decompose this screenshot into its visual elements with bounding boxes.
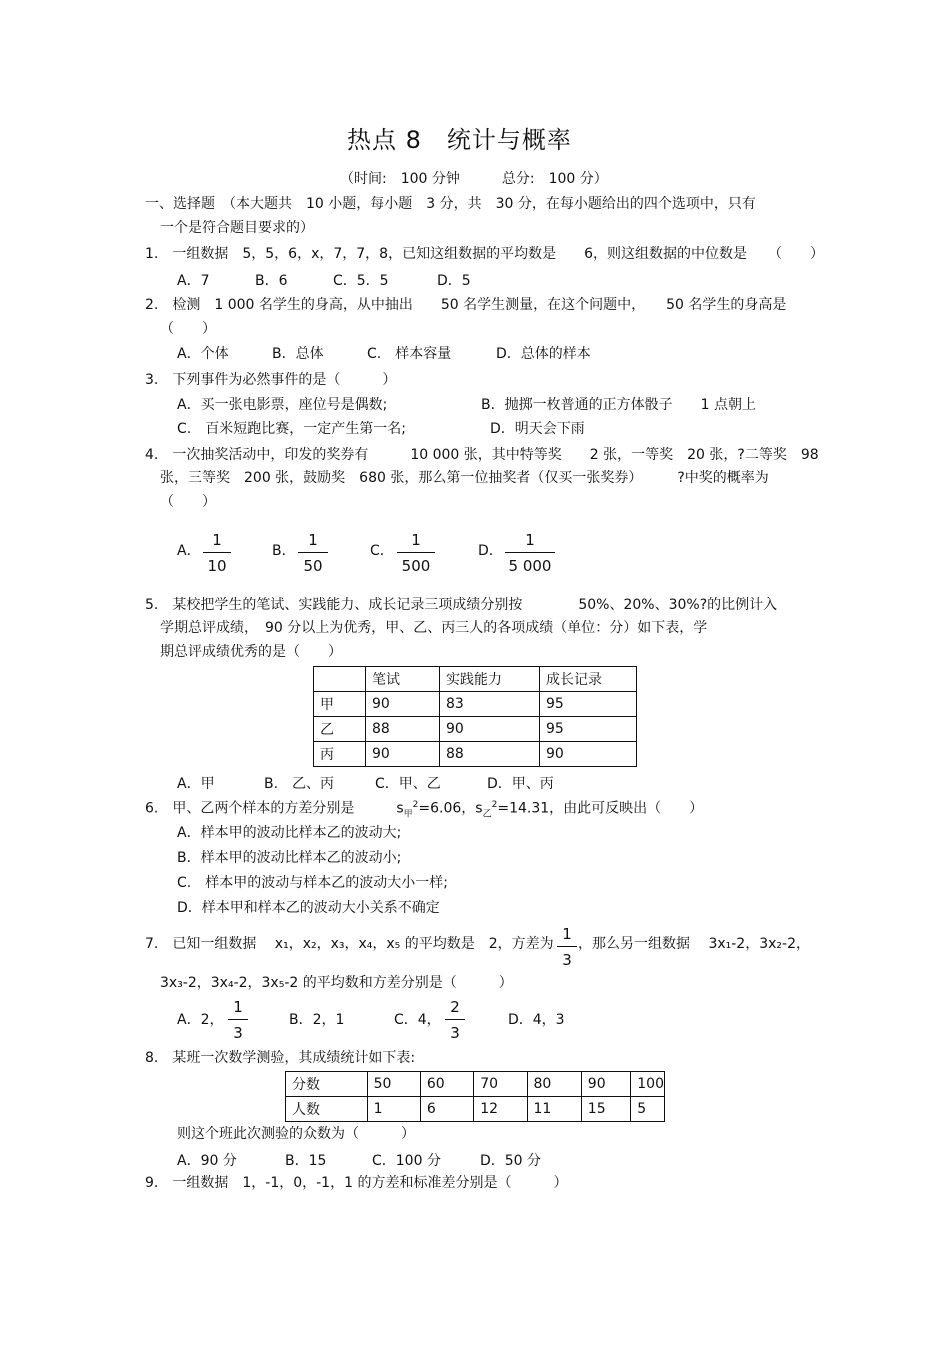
table-cell: 83 bbox=[440, 692, 540, 717]
q6-sup-1: 2 bbox=[412, 800, 419, 810]
q8-option-c: C．100 分 bbox=[372, 1153, 441, 1169]
table-cell: 12 bbox=[474, 1097, 527, 1122]
q4-option-a-numerator: 1 bbox=[203, 531, 231, 553]
table-cell: 88 bbox=[366, 717, 440, 742]
q7-variance-fraction bbox=[557, 925, 577, 969]
q6-stem bbox=[145, 801, 703, 819]
section-heading: 一、选择题 （本大题共 10 小题，每小题 3 分，共 30 分，在每小题给出的四个选项中，只有 bbox=[145, 196, 756, 212]
table-row bbox=[314, 692, 637, 717]
q4-option-b-fraction bbox=[298, 531, 328, 575]
table-cell: 甲 bbox=[314, 692, 366, 717]
q6-sup-2: 2 bbox=[491, 800, 498, 810]
q7-option-b: B．2，1 bbox=[289, 1012, 345, 1028]
q2-stem-cont: （ ） bbox=[160, 321, 216, 337]
q3-stem: 3. 下列事件为必然事件的是（ ） bbox=[145, 372, 397, 388]
table-row bbox=[314, 742, 637, 767]
q6-stem-end: =14.31，由此可反映出（ ） bbox=[497, 800, 704, 817]
q8-option-b: B．15 bbox=[285, 1153, 327, 1169]
table-cell: 100 bbox=[631, 1072, 665, 1097]
q1-option-a: A．7 bbox=[177, 273, 210, 289]
q8-option-d: D．50 分 bbox=[480, 1153, 542, 1169]
q7-option-a-denominator: 3 bbox=[233, 1024, 243, 1042]
q3-option-a: A．买一张电影票，座位号是偶数; bbox=[177, 397, 388, 413]
q1-stem: 1. 一组数据 5，5，6，x，7，7，8，已知这组数据的平均数是 6，则这组数据的中位数是 （ ） bbox=[145, 246, 824, 262]
time-info: （时间: 100 分钟 总分: 100 分） bbox=[340, 171, 608, 187]
q5-stem: 5. 某校把学生的笔试、实践能力、成长记录三项成绩分别按 50%、20%、30%?的比例计入 bbox=[145, 597, 778, 613]
table-cell: 1 bbox=[367, 1097, 420, 1122]
q6-stem-start: 6. 甲、乙两个样本的方差分别是 s bbox=[145, 800, 404, 817]
q2-option-a: A．个体 bbox=[177, 346, 229, 362]
q7-option-a-fraction bbox=[228, 998, 248, 1042]
q7-stem-cont: 3x₃-2，3x₄-2，3x₅-2 的平均数和方差分别是（ ） bbox=[160, 975, 513, 991]
table-cell: 60 bbox=[420, 1072, 473, 1097]
q2-option-c: C. 样本容量 bbox=[367, 346, 452, 362]
q7-option-d: D．4，3 bbox=[508, 1012, 565, 1028]
q1-option-c: C．5．5 bbox=[333, 273, 389, 289]
table-cell: 11 bbox=[527, 1097, 581, 1122]
q4-option-c-numerator: 1 bbox=[397, 531, 435, 553]
q7-option-c-denominator: 3 bbox=[450, 1024, 460, 1042]
table-cell: 分数 bbox=[286, 1072, 368, 1097]
table-cell: 90 bbox=[540, 742, 637, 767]
q4-option-d-denominator: 5 000 bbox=[508, 557, 552, 575]
table-cell: 50 bbox=[367, 1072, 420, 1097]
q3-option-b: B．抛掷一枚普通的正方体骰子 1 点朝上 bbox=[481, 397, 756, 413]
q4-stem-cont2: （ ） bbox=[160, 494, 216, 510]
q4-option-b-label: B． bbox=[272, 543, 296, 559]
q4-stem: 4. 一次抽奖活动中，印发的奖券有 10 000 张，其中特等奖 2 张，一等奖 20 张，?二等奖 98 bbox=[145, 447, 819, 463]
table-cell: 乙 bbox=[314, 717, 366, 742]
q8-option-a: A．90 分 bbox=[177, 1153, 237, 1169]
table-cell: 70 bbox=[474, 1072, 527, 1097]
table-cell: 90 bbox=[440, 717, 540, 742]
q4-option-a-label: A． bbox=[177, 543, 201, 559]
q4-option-d-numerator: 1 bbox=[505, 531, 555, 553]
q7-option-a-label: A．2， bbox=[177, 1012, 224, 1028]
q4-option-c-label: C． bbox=[370, 543, 394, 559]
table-cell: 90 bbox=[581, 1072, 630, 1097]
table-cell: 实践能力 bbox=[440, 667, 540, 692]
page-title: 热点 8 统计与概率 bbox=[347, 126, 572, 154]
table-row bbox=[286, 1097, 665, 1122]
q6-option-d: D．样本甲和样本乙的波动大小关系不确定 bbox=[177, 900, 440, 916]
table-row bbox=[286, 1072, 665, 1097]
q4-option-d-fraction bbox=[505, 531, 555, 575]
q1-option-d: D．5 bbox=[437, 273, 471, 289]
q5-option-b: B. 乙、丙 bbox=[264, 776, 335, 792]
q8-stem: 8. 某班一次数学测验，其成绩统计如下表: bbox=[145, 1050, 416, 1066]
q4-option-a-fraction bbox=[203, 531, 231, 575]
table-cell: 95 bbox=[540, 692, 637, 717]
q6-sub-yi: 乙 bbox=[482, 809, 492, 820]
table-cell: 丙 bbox=[314, 742, 366, 767]
q6-stem-mid: =6.06，s bbox=[418, 800, 483, 817]
q4-option-c-denominator: 500 bbox=[401, 557, 431, 575]
q4-option-b-denominator: 50 bbox=[303, 557, 323, 575]
table-cell bbox=[314, 667, 366, 692]
q6-sub-jia: 甲 bbox=[403, 809, 413, 820]
table-cell: 6 bbox=[420, 1097, 473, 1122]
q4-stem-cont: 张，三等奖 200 张，鼓励奖 680 张，那么第一位抽奖者（仅买一张奖券） ?中奖的概率为 bbox=[160, 470, 769, 486]
q5-option-a: A．甲 bbox=[177, 776, 215, 792]
table-cell: 笔试 bbox=[366, 667, 440, 692]
q1-option-b: B．6 bbox=[255, 273, 288, 289]
q7-option-c-numerator: 2 bbox=[445, 998, 465, 1020]
table-cell: 15 bbox=[581, 1097, 630, 1122]
q2-option-d: D．总体的样本 bbox=[496, 346, 591, 362]
table-cell: 90 bbox=[366, 692, 440, 717]
q6-option-a: A．样本甲的波动比样本乙的波动大; bbox=[177, 825, 402, 841]
q9-stem: 9. 一组数据 1，-1，0，-1，1 的方差和标准差分别是（ ） bbox=[145, 1175, 568, 1191]
q5-option-d: D．甲、丙 bbox=[487, 776, 554, 792]
q7-option-c-fraction bbox=[445, 998, 465, 1042]
q7-stem: 7. 已知一组数据 x₁，x₂，x₃，x₄，x₅ 的平均数是 2，方差为 bbox=[145, 936, 554, 952]
q7-variance-denominator: 3 bbox=[562, 951, 572, 969]
table-cell: 5 bbox=[631, 1097, 665, 1122]
q5-score-table bbox=[313, 666, 637, 767]
q7-variance-numerator: 1 bbox=[557, 925, 577, 947]
table-cell: 成长记录 bbox=[540, 667, 637, 692]
section-heading-cont: 一个是符合题目要求的） bbox=[160, 220, 314, 236]
q3-option-c: C. 百米短跑比赛，一定产生第一名; bbox=[177, 421, 406, 437]
q7-option-a-numerator: 1 bbox=[228, 998, 248, 1020]
q7-option-c-label: C．4， bbox=[394, 1012, 441, 1028]
q5-stem-cont: 学期总评成绩， 90 分以上为优秀，甲、乙、丙三人的各项成绩（单位：分）如下表，学 bbox=[160, 620, 708, 636]
q5-option-c: C．甲、乙 bbox=[375, 776, 441, 792]
q2-stem: 2. 检测 1 000 名学生的身高，从中抽出 50 名学生测量，在这个问题中， 50 名学生的身高是 bbox=[145, 297, 787, 313]
table-cell: 80 bbox=[527, 1072, 581, 1097]
q4-option-c-fraction bbox=[397, 531, 435, 575]
q4-option-d-label: D． bbox=[478, 543, 503, 559]
q6-option-c: C. 样本甲的波动与样本乙的波动大小一样; bbox=[177, 875, 448, 891]
table-cell: 88 bbox=[440, 742, 540, 767]
table-row bbox=[314, 717, 637, 742]
q4-option-a-denominator: 10 bbox=[207, 557, 227, 575]
q3-option-d: D．明天会下雨 bbox=[490, 421, 585, 437]
q5-stem-cont2: 期总评成绩优秀的是（ ） bbox=[160, 644, 342, 660]
q8-score-table bbox=[285, 1071, 665, 1122]
table-cell: 95 bbox=[540, 717, 637, 742]
q4-option-b-numerator: 1 bbox=[298, 531, 328, 553]
q8-stem-cont: 则这个班此次测验的众数为（ ） bbox=[177, 1126, 415, 1142]
table-cell: 90 bbox=[366, 742, 440, 767]
table-cell: 人数 bbox=[286, 1097, 368, 1122]
q6-option-b: B．样本甲的波动比样本乙的波动小; bbox=[177, 850, 402, 866]
q7-stem-end: ，那么另一组数据 3x₁-2，3x₂-2， bbox=[578, 936, 810, 952]
table-header-row bbox=[314, 667, 637, 692]
q2-option-b: B．总体 bbox=[272, 346, 324, 362]
